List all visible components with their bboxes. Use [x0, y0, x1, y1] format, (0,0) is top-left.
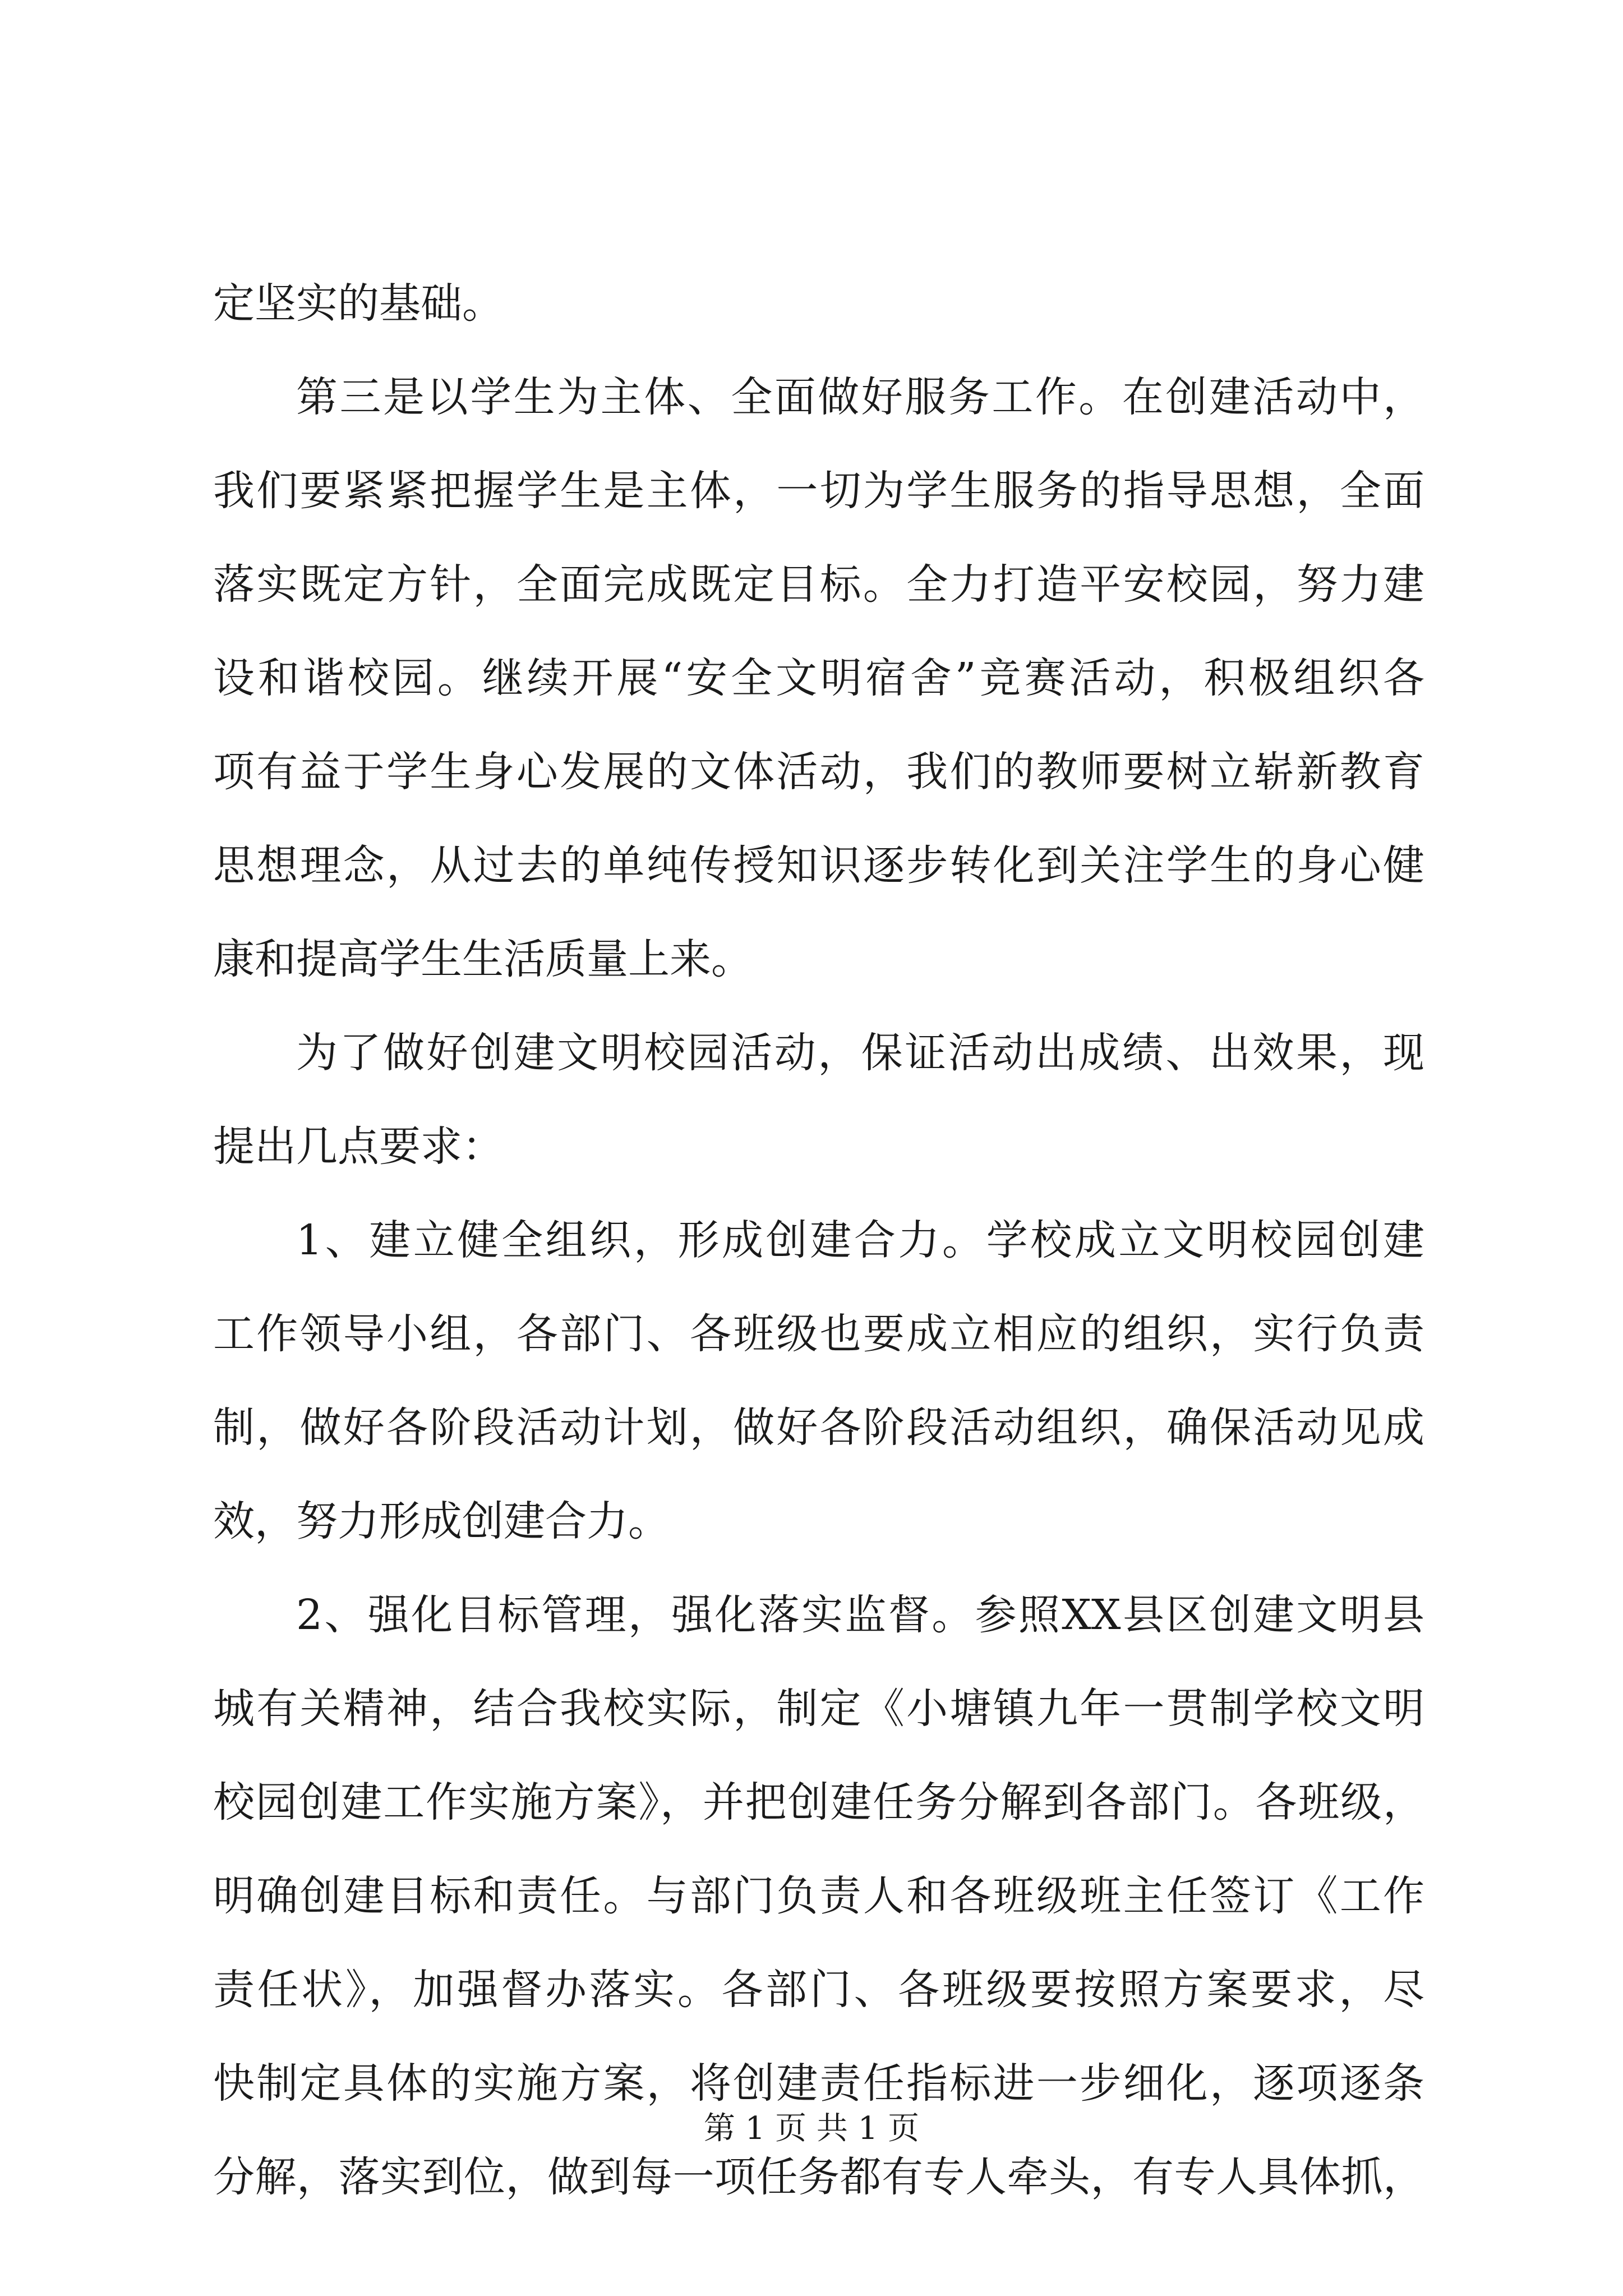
text-line: 康和提高学生生活质量上来。 [213, 935, 753, 983]
text-line: 快制定具体的实施方案，将创建责任指标进一步细化，逐项逐条 [213, 2059, 1424, 2108]
text-line: 2、强化目标管理，强化落实监督。参照XX县区创建文明县 [296, 1591, 1424, 1639]
text-line: 明确创建目标和责任。与部门负责人和各班级班主任签订《工作 [213, 1872, 1424, 1920]
text-line: 定坚实的基础。 [213, 279, 504, 328]
text-line: 城有关精神，结合我校实际，制定《小塘镇九年一贯制学校文明 [213, 1685, 1424, 1733]
text-line: 1、建立健全组织，形成创建合力。学校成立文明校园创建 [296, 1216, 1424, 1264]
text-line: 校园创建工作实施方案》，并把创建任务分解到各部门。各班级， [213, 1778, 1424, 1826]
text-line: 责任状》，加强督办落实。各部门、各班级要按照方案要求，尽 [213, 1966, 1424, 2014]
text-line: 制，做好各阶段活动计划，做好各阶段活动组织，确保活动见成 [213, 1404, 1424, 1452]
text-line: 工作领导小组，各部门、各班级也要成立相应的组织，实行负责 [213, 1310, 1424, 1358]
text-line: 我们要紧紧把握学生是主体，一切为学生服务的指导思想，全面 [213, 467, 1424, 515]
document-body [213, 257, 1424, 2224]
page-footer: 第 1 页 共 1 页 [703, 2110, 920, 2147]
text-line: 设和谐校园。继续开展“安全文明宿舍”竞赛活动，积极组织各 [213, 654, 1424, 702]
text-line: 为了做好创建文明校园活动，保证活动出成绩、出效果，现 [296, 1029, 1424, 1077]
text-line: 第三是以学生为主体、全面做好服务工作。在创建活动中， [296, 373, 1424, 421]
text-line: 落实既定方针，全面完成既定目标。全力打造平安校园，努力建 [213, 560, 1424, 609]
text-line: 项有益于学生身心发展的文体活动，我们的教师要树立崭新教育 [213, 748, 1424, 796]
text-line: 效，努力形成创建合力。 [213, 1497, 670, 1545]
text-line: 分解，落实到位，做到每一项任务都有专人牵头，有专人具体抓， [213, 2153, 1424, 2201]
text-line: 提出几点要求： [213, 1122, 504, 1171]
text-line: 思想理念，从过去的单纯传授知识逐步转化到关注学生的身心健 [213, 841, 1424, 890]
